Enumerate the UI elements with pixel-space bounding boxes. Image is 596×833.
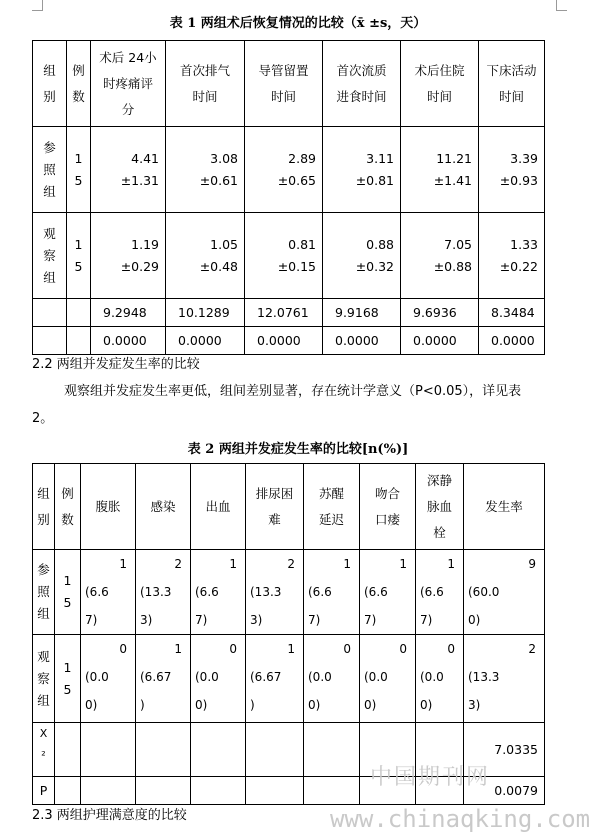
table1-mean: 11.21 (436, 150, 472, 166)
table2-cell-text (246, 635, 303, 719)
table2-percent: (6.67 ) (140, 670, 172, 712)
table2-header-text: 出血 (205, 498, 231, 514)
table1-stat-cell (166, 327, 245, 355)
table2-cell-text (360, 550, 415, 634)
table1-stat-cell (401, 327, 479, 355)
table1-header-text: 术后住院 时间 (414, 62, 465, 104)
table2-value-cell (81, 550, 136, 635)
table1-header-text: 例 数 (72, 62, 85, 104)
table1-stat-value: 8.3484 (491, 304, 535, 320)
table1 (32, 40, 545, 355)
table2-cell-text (191, 635, 245, 719)
table1-value-cell (479, 213, 545, 299)
table1-header-cell (33, 41, 67, 127)
table2-p-label-cell (33, 777, 55, 805)
table1-stat-cell (245, 327, 323, 355)
table1-mean: 0.81 (288, 236, 316, 252)
table2-value-cell (416, 550, 464, 635)
table2-n-cell (55, 550, 81, 635)
table1-n-cell (67, 213, 91, 299)
table2-header-text: 组 别 (37, 485, 50, 527)
table1-stat-value: 0.0000 (178, 332, 222, 348)
table1-sd: ±0.93 (499, 172, 538, 188)
table1-header-text: 组 别 (43, 62, 56, 104)
table2-percent: (0.0 0) (195, 670, 219, 712)
table2-count: 0 (119, 642, 127, 656)
table1-stat-value: 0.0000 (491, 332, 535, 348)
table1-value-cell (245, 213, 323, 299)
table1-sd: ±1.41 (433, 172, 472, 188)
table2-group-label: 参 照 组 (37, 562, 50, 621)
table2-percent: (0.0 0) (420, 670, 444, 712)
table2-percent: (6.6 7) (195, 585, 219, 627)
table2-header-cell (304, 464, 360, 550)
table1-value-cell (91, 213, 166, 299)
table1-mean: 3.11 (366, 150, 394, 166)
table2-cell-text (464, 635, 544, 719)
table1-value-cell (323, 213, 401, 299)
table2-count: 2 (528, 642, 536, 656)
table1-mean: 0.88 (366, 236, 394, 252)
paragraph-text: 观察组并发症发生率更低，组间差别显著，存在统计学意义（P<0.05），详见表 2。 (32, 384, 522, 426)
table2-group-cell (33, 635, 55, 723)
table2-count: 1 (343, 557, 351, 571)
table2-empty-cell (81, 723, 136, 777)
table1-stat-label-cell (67, 299, 91, 327)
table1-stat-value: 0.0000 (103, 332, 147, 348)
table2-header-text: 深静 脉血 栓 (426, 472, 452, 540)
table2-title: 表 2 两组并发症发生率的比较[n(%)] (187, 442, 409, 457)
table1-stat-value: 9.6936 (413, 304, 457, 320)
table2-percent: (6.6 7) (85, 585, 109, 627)
table1-group-label: 观 察 组 (43, 225, 56, 285)
table1-stat-value: 0.0000 (335, 332, 379, 348)
table2-cell-text (360, 635, 415, 719)
table1-header-cell (479, 41, 545, 127)
table2-cell-text (191, 550, 245, 634)
table1-sd: ±0.61 (199, 172, 238, 188)
table1-header-cell (67, 41, 91, 127)
page-corner-mark-right (556, 0, 567, 11)
table1-header-cell (245, 41, 323, 127)
table2-cell-text (304, 550, 359, 634)
table2-count: 1 (229, 557, 237, 571)
table2-count: 0 (343, 642, 351, 656)
section-2-3-heading: 2.3 两组护理满意度的比较 (32, 808, 187, 823)
table1-mean: 1.05 (210, 236, 238, 252)
table2-empty-cell (246, 777, 304, 805)
table1-header-text: 首次排气 时间 (179, 62, 230, 104)
table2-header-cell (191, 464, 246, 550)
table1-group-cell (33, 127, 67, 213)
table2-cell-text (416, 550, 463, 634)
table1-mean: 2.89 (288, 150, 316, 166)
section-2-2-heading: 2.2 两组并发症发生率的比较 (32, 357, 200, 372)
table1-n-value: 1 5 (74, 236, 83, 274)
table1-header-cell (401, 41, 479, 127)
table1-header-text: 导管留置 时间 (258, 62, 309, 104)
table1-stat-label-cell (67, 327, 91, 355)
table2-value-cell (464, 550, 545, 635)
table1-header-text: 下床活动 时间 (486, 62, 537, 104)
table2-value-cell (191, 550, 246, 635)
table2-count: 1 (447, 557, 455, 571)
table2-empty-cell (304, 723, 360, 777)
table2-header-cell (136, 464, 191, 550)
table1-stat-value: 0.0000 (413, 332, 457, 348)
table1-stat-value: 10.1289 (178, 304, 230, 320)
table2-header-text: 苏醒 延迟 (318, 485, 344, 527)
table1-sd: ±0.65 (277, 172, 316, 188)
table2-empty-cell (55, 777, 81, 805)
table2-value-cell (464, 635, 545, 723)
table1-stat-value: 9.2948 (103, 304, 147, 320)
table2-percent: (60.0 0) (468, 585, 500, 627)
table2-value-cell (304, 550, 360, 635)
table1-title: 表 1 两组术后恢复情况的比较（x̄ ±s，天） (169, 16, 427, 31)
table1-mean: 1.33 (510, 236, 538, 252)
table2-header-text: 吻合 口瘘 (374, 485, 400, 527)
table2-header-text: 排尿困 难 (255, 485, 294, 527)
table1-stat-label-cell (33, 299, 67, 327)
table2-p-value: 0.0079 (494, 782, 538, 798)
table1-value-cell (245, 127, 323, 213)
table1-mean: 3.39 (510, 150, 538, 166)
table2-value-cell (304, 635, 360, 723)
table1-mean: 7.05 (444, 236, 472, 252)
table1-sd: ±0.15 (277, 258, 316, 274)
table2-percent: (6.6 7) (420, 585, 444, 627)
table2-empty-cell (191, 777, 246, 805)
table2-p-label: P (39, 782, 48, 798)
table2-group-label: 观 察 组 (37, 648, 50, 708)
table2-header-cell (33, 464, 55, 550)
table1-stat-cell (166, 299, 245, 327)
table1-stat-cell (245, 299, 323, 327)
table2-empty-cell (81, 777, 136, 805)
table1-value-cell (91, 127, 166, 213)
table1-sd: ±0.88 (433, 258, 472, 274)
table1-mean: 3.08 (210, 150, 238, 166)
table1-mean: 1.19 (131, 236, 159, 252)
table2-empty-cell (304, 777, 360, 805)
table1-value-cell (479, 127, 545, 213)
table1-sd: ±0.22 (499, 258, 538, 274)
table1-stat-cell (479, 299, 545, 327)
table1-header-cell (91, 41, 166, 127)
table2-chi-label-cell (33, 723, 55, 777)
table2-empty-cell (55, 723, 81, 777)
table2-cell-text (136, 550, 190, 634)
table2-cell-text (81, 635, 135, 719)
table2-count: 1 (174, 642, 182, 656)
table2-percent: (0.0 0) (364, 670, 388, 712)
table1-stat-cell (91, 299, 166, 327)
table2-empty-cell (136, 723, 191, 777)
table2-count: 1 (119, 557, 127, 571)
table2-count: 1 (287, 642, 295, 656)
table1-stat-value: 9.9168 (335, 304, 379, 320)
table1-sd: ±0.29 (120, 258, 159, 274)
table1-value-cell (401, 213, 479, 299)
watermark-url: www.chinaqking.com (330, 805, 591, 833)
table1-sd: ±0.48 (199, 258, 238, 274)
table2-chi-value: 7.0335 (494, 741, 538, 757)
table2-percent: (13.3 3) (140, 585, 172, 627)
table2 (32, 463, 545, 805)
table1-stat-cell (323, 299, 401, 327)
table1-header-text: 术后 24小 时疼痛评 分 (99, 49, 157, 117)
table2-header-text: 例 数 (61, 485, 74, 527)
table2-header-cell (81, 464, 136, 550)
table2-cell-text (81, 550, 135, 634)
table1-stat-cell (323, 327, 401, 355)
table2-value-cell (360, 550, 416, 635)
table2-percent: (0.0 0) (308, 670, 332, 712)
table2-value-cell (81, 635, 136, 723)
table2-value-cell (360, 635, 416, 723)
table2-value-cell (246, 635, 304, 723)
table2-value-cell (246, 550, 304, 635)
table2-cell-text (464, 550, 544, 634)
table2-header-cell (246, 464, 304, 550)
table2-header-text: 发生率 (485, 498, 523, 514)
table1-stat-cell (479, 327, 545, 355)
table2-n-cell (55, 635, 81, 723)
table1-stat-value: 12.0761 (257, 304, 309, 320)
table1-stat-label-cell (33, 327, 67, 355)
table2-cell-text (304, 635, 359, 719)
table1-group-label: 参 照 组 (43, 139, 56, 199)
table2-header-cell (360, 464, 416, 550)
table2-value-cell (416, 635, 464, 723)
table2-percent: (6.67 ) (250, 670, 282, 712)
table1-mean: 4.41 (131, 150, 159, 166)
table2-group-cell (33, 550, 55, 635)
table2-count: 2 (174, 557, 182, 571)
table2-count: 9 (528, 557, 536, 571)
table1-value-cell (166, 127, 245, 213)
table2-count: 1 (399, 557, 407, 571)
table2-count: 2 (287, 557, 295, 571)
table2-n-value: 1 5 (63, 573, 72, 610)
table2-cell-text (136, 635, 190, 719)
table2-value-cell (136, 550, 191, 635)
table1-n-value: 1 5 (74, 150, 83, 188)
table2-n-value: 1 5 (63, 659, 72, 697)
table1-n-cell (67, 127, 91, 213)
table1-value-cell (323, 127, 401, 213)
table1-header-text: 首次流质 进食时间 (336, 62, 387, 104)
table1-header-cell (323, 41, 401, 127)
table2-percent: (0.0 0) (85, 670, 109, 712)
table2-percent: (6.6 7) (364, 585, 388, 627)
table1-group-cell (33, 213, 67, 299)
table1-stat-cell (91, 327, 166, 355)
table1-stat-value: 0.0000 (257, 332, 301, 348)
table2-header-text: 腹胀 (95, 498, 121, 514)
table2-value-cell (136, 635, 191, 723)
page-corner-mark-left (32, 0, 43, 11)
table2-count: 0 (399, 642, 407, 656)
table1-sd: ±0.32 (355, 258, 394, 274)
table1-header-cell (166, 41, 245, 127)
table2-percent: (13.3 3) (250, 585, 282, 627)
table1-sd: ±0.81 (355, 172, 394, 188)
table2-cell-text (416, 635, 463, 719)
table1-sd: ±1.31 (120, 172, 159, 188)
table2-count: 0 (447, 642, 455, 656)
table2-header-cell (464, 464, 545, 550)
table1-value-cell (166, 213, 245, 299)
table2-percent: (6.6 7) (308, 585, 332, 627)
table2-value-cell (191, 635, 246, 723)
watermark-cn: 中国期刊网 (370, 765, 491, 790)
table1-stat-cell (401, 299, 479, 327)
table2-empty-cell (136, 777, 191, 805)
table1-value-cell (401, 127, 479, 213)
table2-header-text: 感染 (150, 498, 176, 514)
table2-header-cell (55, 464, 81, 550)
table2-cell-text (246, 550, 303, 634)
table2-empty-cell (191, 723, 246, 777)
table2-header-cell (416, 464, 464, 550)
table2-percent: (13.3 3) (468, 670, 500, 712)
table2-count: 0 (229, 642, 237, 656)
table2-chi-label: X ² (39, 727, 48, 762)
table2-empty-cell (246, 723, 304, 777)
